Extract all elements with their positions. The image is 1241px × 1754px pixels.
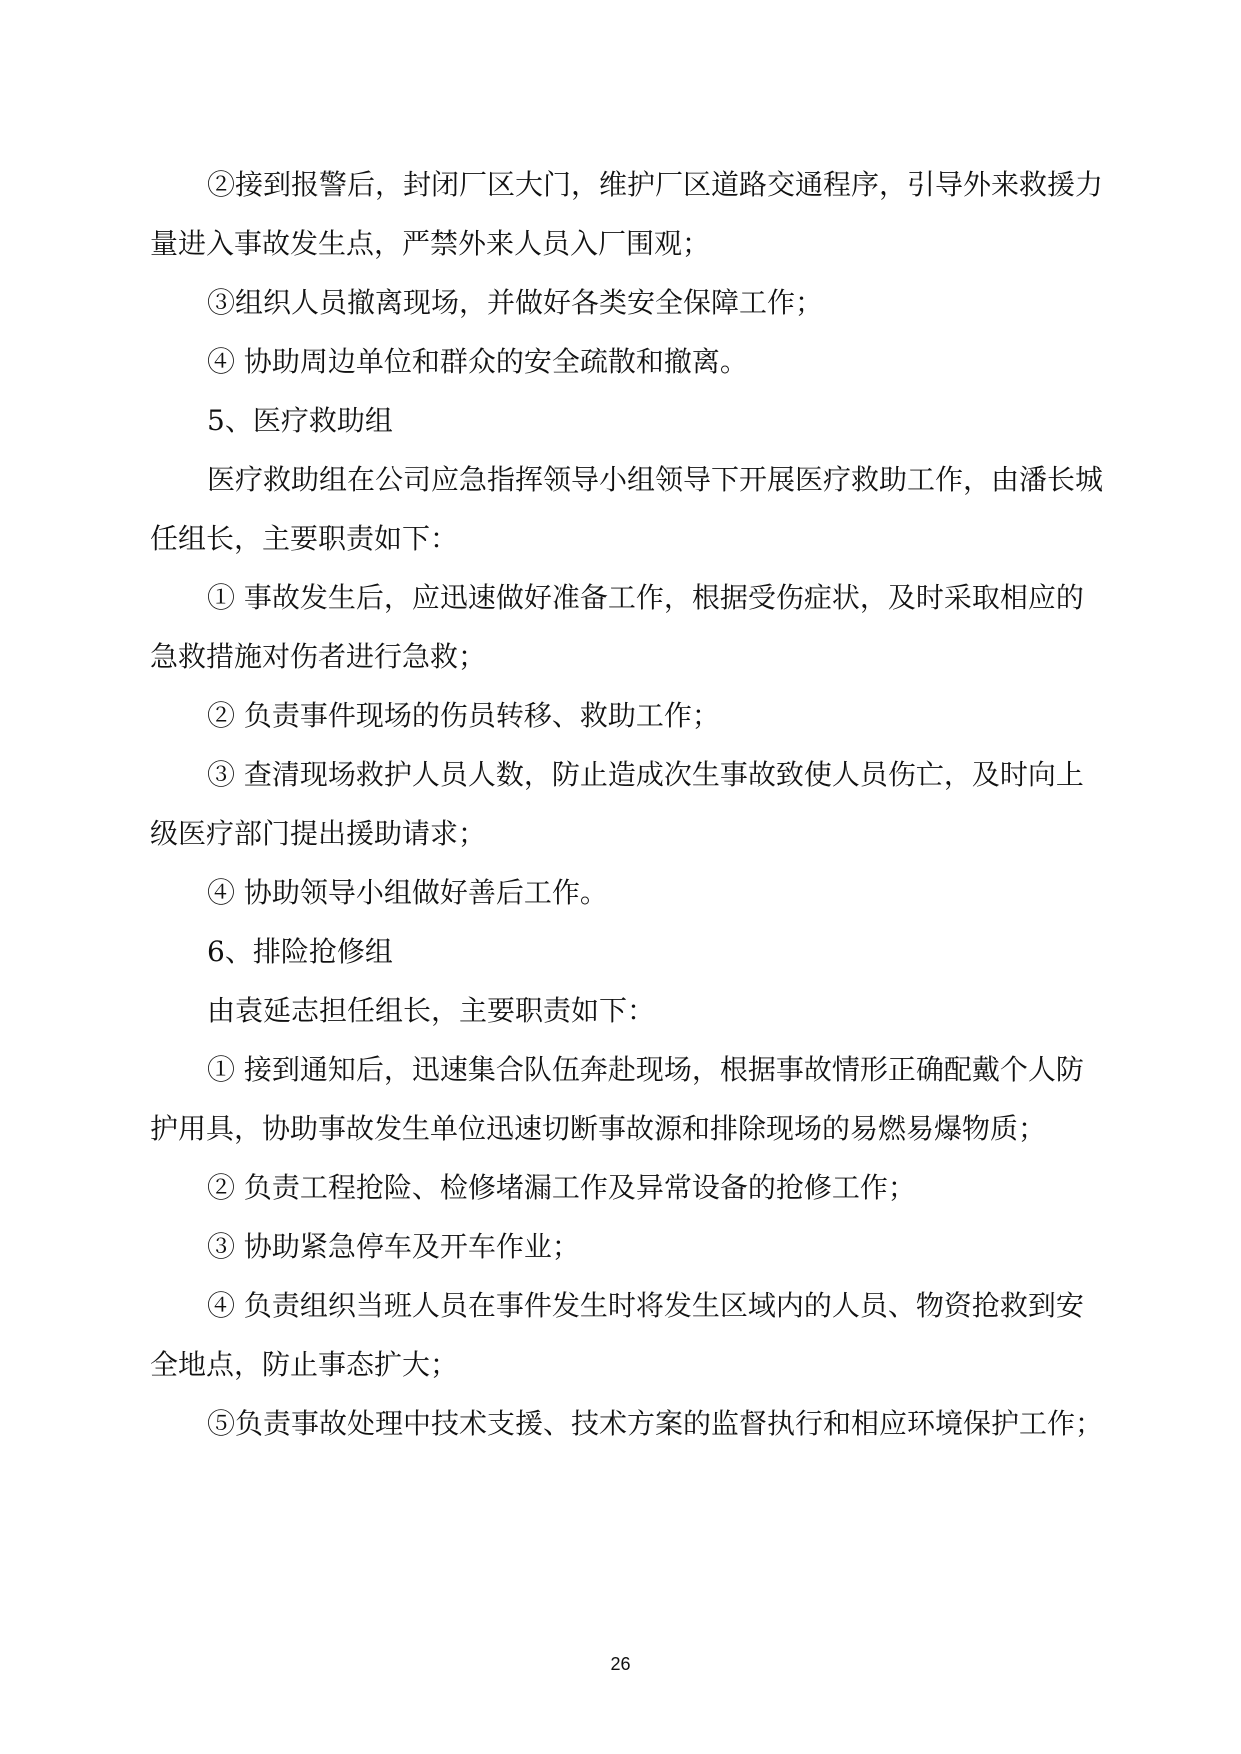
text-line: 级医疗部门提出援助请求； xyxy=(150,817,487,850)
text-line: 任组长，主要职责如下： xyxy=(150,522,459,555)
text-line: ③ 查清现场救护人员人数，防止造成次生事故致使人员伤亡，及时向上 xyxy=(207,758,1084,791)
text-line: ④ 负责组织当班人员在事件发生时将发生区域内的人员、物资抢救到安 xyxy=(207,1289,1084,1322)
text-line: ① 接到通知后，迅速集合队伍奔赴现场，根据事故情形正确配戴个人防 xyxy=(207,1053,1084,1086)
text-line: ② 负责工程抢险、检修堵漏工作及异常设备的抢修工作； xyxy=(207,1171,916,1204)
text-line: 急救措施对伤者进行急救； xyxy=(150,640,487,673)
text-line: ④ 协助周边单位和群众的安全疏散和撤离。 xyxy=(207,345,748,378)
text-line: ②接到报警后，封闭厂区大门，维护厂区道路交通程序，引导外来救援力 xyxy=(207,168,1104,201)
text-line: ③ 协助紧急停车及开车作业； xyxy=(207,1230,580,1263)
text-line: ③组织人员撤离现场，并做好各类安全保障工作； xyxy=(207,286,824,319)
text-line: 由袁延志担任组长，主要职责如下： xyxy=(207,994,656,1027)
section-heading: 6、排险抢修组 xyxy=(207,935,393,968)
text-line: 量进入事故发生点，严禁外来人员入厂围观； xyxy=(150,227,711,260)
text-line: 护用具，协助事故发生单位迅速切断事故源和排除现场的易燃易爆物质； xyxy=(150,1112,1047,1145)
page-number: 26 xyxy=(610,1654,631,1674)
text-line: ⑤负责事故处理中技术支援、技术方案的监督执行和相应环境保护工作； xyxy=(207,1407,1104,1440)
section-heading: 5、医疗救助组 xyxy=(207,404,393,437)
text-line: ① 事故发生后，应迅速做好准备工作，根据受伤症状，及时采取相应的 xyxy=(207,581,1084,614)
text-line: ② 负责事件现场的伤员转移、救助工作； xyxy=(207,699,720,732)
body-text xyxy=(150,155,1104,1453)
text-line: 医疗救助组在公司应急指挥领导小组领导下开展医疗救助工作，由潘长城 xyxy=(207,463,1104,496)
text-line: ④ 协助领导小组做好善后工作。 xyxy=(207,876,608,909)
text-line: 全地点，防止事态扩大； xyxy=(150,1348,459,1381)
